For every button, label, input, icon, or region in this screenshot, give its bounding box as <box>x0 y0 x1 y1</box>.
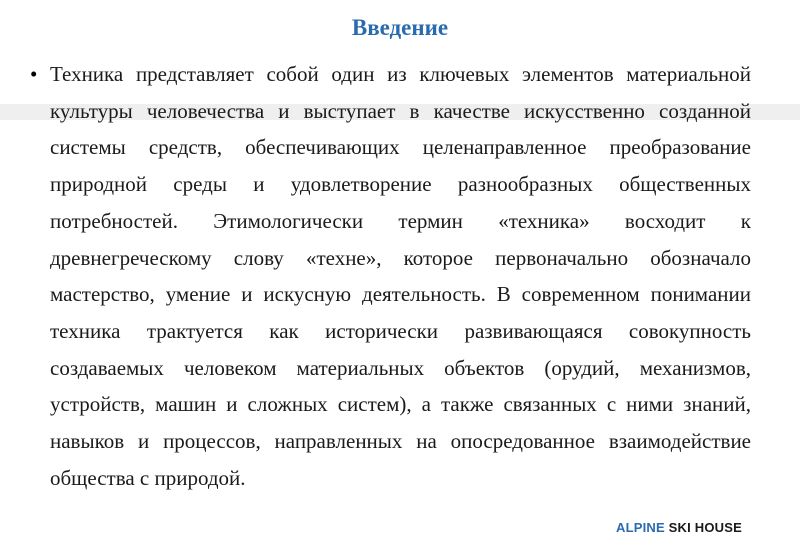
slide-title: Введение <box>351 15 449 40</box>
bullet-text: Техника представляет собой один из ключевых элементов материальной культуры человечества и выступает в качестве искусственно созданной системы средств, обеспечивающих целенаправленное преобразование природной среды и удовлетворение разнообразных общественных потребностей. Этимологически термин «техника» восходит к древнегреческому слову «техне», которое первоначально обозначало мастерство, умение и искусную деятельность. В современном понимании техника трактуется как исторически развивающаяся совокупность создаваемых человеком материальных объектов (орудий, механизмов, устройств, машин и сложных систем), а также связанных с ними знаний, навыков и процессов, направленных на опосредованное взаимодействие общества с природой. <box>50 62 751 490</box>
bullet-icon: • <box>30 62 38 86</box>
slide-content <box>30 56 751 496</box>
brand-name-ski-house: SKI HOUSE <box>668 520 742 535</box>
brand-name-alpine: ALPINE <box>615 520 665 535</box>
bullet-item <box>30 56 751 496</box>
brand-logo <box>616 519 742 537</box>
